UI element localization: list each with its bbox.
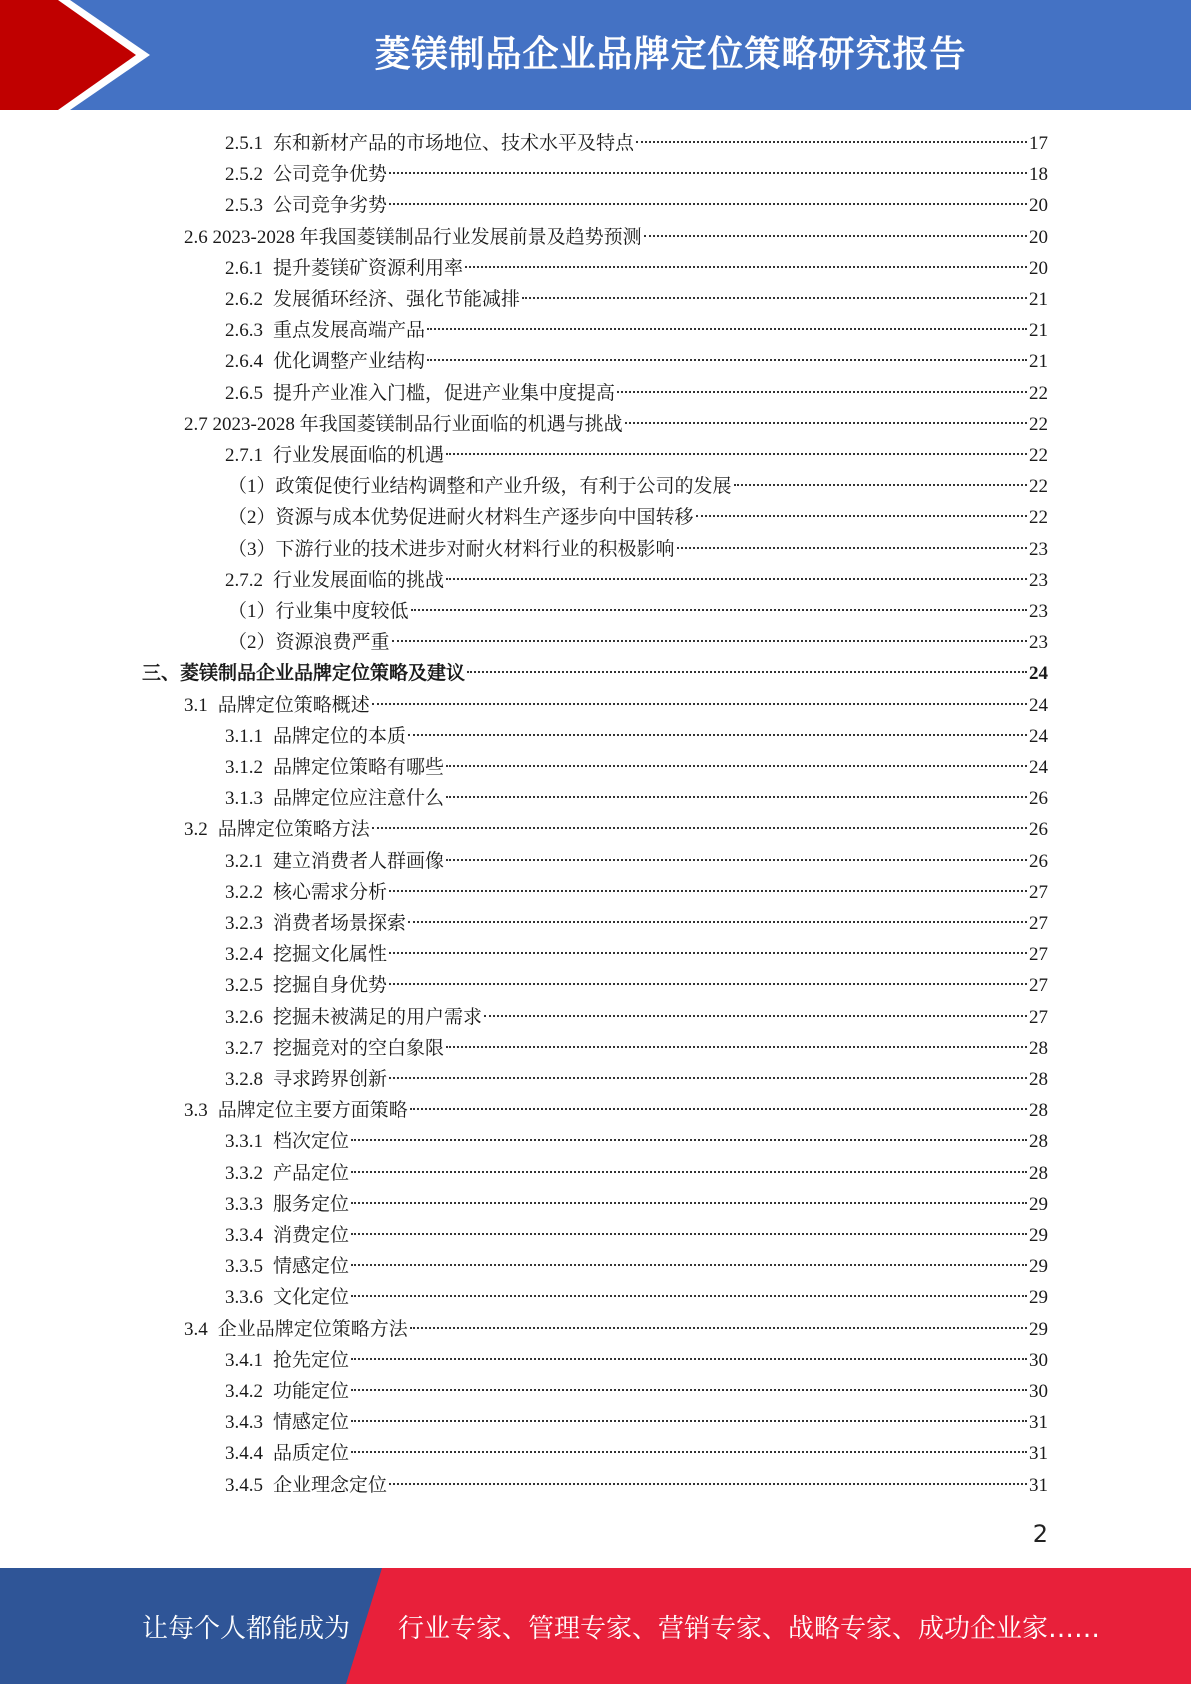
toc-entry-number: 3.2.8 <box>225 1069 263 1090</box>
toc-entry[interactable] <box>225 315 1048 346</box>
toc-entry-number: 2.5.1 <box>225 133 263 154</box>
toc-dot-leader <box>427 359 1027 361</box>
toc-entry[interactable] <box>184 409 1048 440</box>
toc-entry-title: 情感定位 <box>273 1412 350 1433</box>
toc-dot-leader <box>625 422 1027 424</box>
toc-entry-title: 消费者场景探索 <box>273 913 407 934</box>
toc-entry-page: 22 <box>1029 383 1048 404</box>
toc-entry-number: 2.6.3 <box>225 320 263 341</box>
toc-entry-number: 3.2.4 <box>225 944 263 965</box>
toc-entry-number: 2.5.3 <box>225 195 263 216</box>
toc-dot-leader <box>465 266 1027 268</box>
toc-entry-page: 27 <box>1029 944 1048 965</box>
toc-entry-title: 企业理念定位 <box>273 1475 388 1496</box>
toc-entry-number: 3.3.1 <box>225 1131 263 1152</box>
toc-entry-page: 20 <box>1029 195 1048 216</box>
toc-entry-title: 品牌定位应注意什么 <box>273 788 445 809</box>
toc-entry-page: 28 <box>1029 1131 1048 1152</box>
toc-entry[interactable] <box>225 846 1048 877</box>
toc-entry[interactable] <box>225 721 1048 752</box>
toc-entry-page: 26 <box>1029 851 1048 872</box>
toc-entry-number: 3.3.3 <box>225 1194 263 1215</box>
toc-entry-number: 2.5.2 <box>225 164 263 185</box>
toc-entry-title: 2.7 2023-2028 年我国菱镁制品行业面临的机遇与挑战 <box>184 414 623 435</box>
toc-dot-leader <box>617 391 1027 393</box>
toc-entry-title: 公司竞争劣势 <box>273 195 388 216</box>
page-number: 2 <box>1032 1520 1048 1548</box>
toc-entry-number: 3.3.4 <box>225 1225 263 1246</box>
toc-dot-leader <box>351 1171 1027 1173</box>
toc-entry[interactable] <box>228 502 1048 533</box>
toc-entry[interactable] <box>184 222 1048 253</box>
toc-entry-page: 31 <box>1029 1475 1048 1496</box>
toc-entry-number: 2.6.1 <box>225 258 263 279</box>
toc-entry-number: 3.2.7 <box>225 1038 263 1059</box>
toc-dot-leader <box>410 1327 1027 1329</box>
toc-entry-number: 3.3.5 <box>225 1256 263 1277</box>
toc-entry[interactable] <box>225 1345 1048 1376</box>
toc-entry[interactable] <box>225 253 1048 284</box>
toc-entry-number: 3.4.4 <box>225 1443 263 1464</box>
toc-dot-leader <box>372 703 1027 705</box>
toc-entry-number: 3.2.2 <box>225 882 263 903</box>
toc-entry[interactable] <box>225 128 1048 159</box>
toc-dot-leader <box>351 1358 1027 1360</box>
toc-entry-number: 3.2.6 <box>225 1007 263 1028</box>
toc-entry-title: 品质定位 <box>273 1443 350 1464</box>
toc-entry-page: 27 <box>1029 975 1048 996</box>
toc-entry-title: 三、菱镁制品企业品牌定位策略及建议 <box>142 663 466 684</box>
toc-dot-leader <box>484 1015 1027 1017</box>
toc-entry-page: 30 <box>1029 1350 1048 1371</box>
toc-entry-title: 挖掘文化属性 <box>273 944 388 965</box>
toc-entry-number: 3.4 <box>184 1319 208 1340</box>
toc-entry-number: 3.3.2 <box>225 1163 263 1184</box>
toc-entry-page: 24 <box>1029 757 1048 778</box>
toc-entry-page: 29 <box>1029 1256 1048 1277</box>
toc-entry-number: 3.3.6 <box>225 1287 263 1308</box>
toc-entry-number: 3.3 <box>184 1100 208 1121</box>
toc-entry-title: 情感定位 <box>273 1256 350 1277</box>
toc-entry-number: 3.1.2 <box>225 757 263 778</box>
toc-entry-title: 发展循环经济、强化节能减排 <box>273 289 521 310</box>
toc-dot-leader <box>351 1233 1027 1235</box>
toc-entry-title: 品牌定位策略方法 <box>217 819 370 840</box>
footer-slogan-right: 行业专家、管理专家、营销专家、战略专家、成功企业家…… <box>398 1614 1101 1644</box>
toc-dot-leader <box>351 1451 1027 1453</box>
toc-entry-title: 优化调整产业结构 <box>273 351 426 372</box>
toc-entry-title: 品牌定位的本质 <box>273 726 407 747</box>
toc-entry-page: 23 <box>1029 570 1048 591</box>
toc-entry-title: （2）资源与成本优势促进耐火材料生产逐步向中国转移 <box>228 507 694 528</box>
toc-entry-title: 品牌定位策略有哪些 <box>273 757 445 778</box>
toc-entry[interactable] <box>225 1126 1048 1157</box>
toc-entry[interactable] <box>225 1220 1048 1251</box>
toc-entry-title: 公司竞争优势 <box>273 164 388 185</box>
toc-entry-number: 3.2 <box>184 819 208 840</box>
toc-dot-leader <box>446 796 1027 798</box>
toc-entry-title: 品牌定位主要方面策略 <box>217 1100 408 1121</box>
toc-entry-number: 3.2.5 <box>225 975 263 996</box>
toc-entry-title: 消费定位 <box>273 1225 350 1246</box>
toc-entry-page: 28 <box>1029 1038 1048 1059</box>
toc-entry[interactable] <box>225 939 1048 970</box>
toc-entry-number: 2.6.4 <box>225 351 263 372</box>
toc-dot-leader <box>467 671 1027 673</box>
toc-entry[interactable] <box>225 1376 1048 1407</box>
toc-entry[interactable] <box>228 534 1048 565</box>
toc-dot-leader <box>636 141 1027 143</box>
toc-entry-title: （3）下游行业的技术进步对耐火材料行业的积极影响 <box>228 539 675 560</box>
toc-entry-title: 挖掘未被满足的用户需求 <box>273 1007 483 1028</box>
page-footer <box>0 1568 1191 1684</box>
toc-entry-number: 3.1.1 <box>225 726 263 747</box>
footer-slogan-left: 让每个人都能成为 <box>142 1614 351 1644</box>
toc-entry-number: 3.4.5 <box>225 1475 263 1496</box>
toc-entry-page: 26 <box>1029 819 1048 840</box>
toc-entry-page: 21 <box>1029 289 1048 310</box>
toc-entry-number: 2.6.2 <box>225 289 263 310</box>
toc-entry-title: 文化定位 <box>273 1287 350 1308</box>
toc-entry[interactable] <box>225 1189 1048 1220</box>
toc-dot-leader <box>389 172 1027 174</box>
toc-entry-title: （2）资源浪费严重 <box>228 632 390 653</box>
toc-dot-leader <box>389 890 1027 892</box>
toc-entry-number: 2.6.5 <box>225 383 263 404</box>
toc-entry-page: 24 <box>1029 695 1048 716</box>
toc-dot-leader <box>389 1483 1027 1485</box>
toc-entry-title: 寻求跨界创新 <box>273 1069 388 1090</box>
toc-entry-title: 企业品牌定位策略方法 <box>217 1319 408 1340</box>
toc-entry-title: 功能定位 <box>273 1381 350 1402</box>
toc-entry-title: （1）行业集中度较低 <box>228 601 409 622</box>
toc-entry-title: （1）政策促使行业结构调整和产业升级，有利于公司的发展 <box>228 476 732 497</box>
toc-entry[interactable] <box>225 970 1048 1001</box>
toc-entry-title: 2.6 2023-2028 年我国菱镁制品行业发展前景及趋势预测 <box>184 227 642 248</box>
toc-entry-number: 3.2.3 <box>225 913 263 934</box>
toc-dot-leader <box>392 640 1027 642</box>
toc-dot-leader <box>351 1295 1027 1297</box>
toc-dot-leader <box>351 1420 1027 1422</box>
report-title: 菱镁制品企业品牌定位策略研究报告 <box>374 34 967 75</box>
toc-entry-page: 29 <box>1029 1225 1048 1246</box>
toc-entry[interactable] <box>225 1438 1048 1469</box>
toc-entry[interactable] <box>225 565 1048 596</box>
toc-entry-page: 24 <box>1029 726 1048 747</box>
toc-entry[interactable] <box>225 1407 1048 1438</box>
toc-entry[interactable] <box>225 1158 1048 1189</box>
toc-dot-leader <box>411 609 1027 611</box>
toc-entry-number: 2.7.2 <box>225 570 263 591</box>
toc-entry-title: 抢先定位 <box>273 1350 350 1371</box>
toc-entry[interactable] <box>228 627 1048 658</box>
toc-entry[interactable] <box>225 1002 1048 1033</box>
toc-entry-title: 挖掘竞对的空白象限 <box>273 1038 445 1059</box>
toc-dot-leader <box>389 203 1027 205</box>
toc-dot-leader <box>389 1077 1027 1079</box>
toc-entry-page: 27 <box>1029 913 1048 934</box>
toc-dot-leader <box>351 1264 1027 1266</box>
toc-dot-leader <box>446 859 1027 861</box>
toc-entry-page: 23 <box>1029 539 1048 560</box>
toc-dot-leader <box>446 578 1027 580</box>
toc-dot-leader <box>696 515 1027 517</box>
toc-entry[interactable] <box>184 690 1048 721</box>
toc-entry-title: 服务定位 <box>273 1194 350 1215</box>
toc-entry[interactable] <box>225 783 1048 814</box>
toc-dot-leader <box>351 1389 1027 1391</box>
toc-entry-number: 3.4.1 <box>225 1350 263 1371</box>
toc-entry-page: 26 <box>1029 788 1048 809</box>
toc-entry-page: 22 <box>1029 507 1048 528</box>
toc-entry[interactable] <box>225 378 1048 409</box>
toc-dot-leader <box>446 1046 1027 1048</box>
toc-entry-title: 品牌定位策略概述 <box>217 695 370 716</box>
toc-entry-page: 30 <box>1029 1381 1048 1402</box>
toc-entry-title: 重点发展高端产品 <box>273 320 426 341</box>
toc-entry-number: 3.1.3 <box>225 788 263 809</box>
toc-entry-title: 挖掘自身优势 <box>273 975 388 996</box>
toc-entry[interactable] <box>225 752 1048 783</box>
toc-entry-page: 29 <box>1029 1194 1048 1215</box>
toc-entry-page: 31 <box>1029 1443 1048 1464</box>
toc-entry-page: 29 <box>1029 1319 1048 1340</box>
toc-entry[interactable] <box>225 1470 1048 1501</box>
toc-entry-page: 27 <box>1029 882 1048 903</box>
toc-entry[interactable] <box>228 471 1048 502</box>
toc-entry-page: 20 <box>1029 227 1048 248</box>
toc-dot-leader <box>372 827 1027 829</box>
toc-dot-leader <box>410 1108 1027 1110</box>
toc-entry[interactable] <box>225 190 1048 221</box>
page-header <box>0 0 1191 110</box>
toc-entry-page: 21 <box>1029 351 1048 372</box>
toc-dot-leader <box>677 547 1027 549</box>
toc-entry[interactable] <box>225 159 1048 190</box>
toc-entry-page: 22 <box>1029 476 1048 497</box>
toc-entry-title: 建立消费者人群画像 <box>273 851 445 872</box>
toc-entry-number: 3.2.1 <box>225 851 263 872</box>
toc-entry-number: 3.1 <box>184 695 208 716</box>
toc-entry[interactable] <box>225 877 1048 908</box>
toc-entry[interactable] <box>225 1064 1048 1095</box>
toc-dot-leader <box>351 1202 1027 1204</box>
toc-dot-leader <box>734 484 1027 486</box>
toc-entry[interactable] <box>225 284 1048 315</box>
toc-dot-leader <box>389 952 1027 954</box>
toc-entry-title: 东和新材产品的市场地位、技术水平及特点 <box>273 133 635 154</box>
toc-entry-page: 21 <box>1029 320 1048 341</box>
toc-dot-leader <box>389 983 1027 985</box>
toc-entry-title: 提升产业准入门槛，促进产业集中度提高 <box>273 383 616 404</box>
toc-entry[interactable] <box>228 596 1048 627</box>
toc-entry-page: 24 <box>1029 663 1048 684</box>
toc-dot-leader <box>408 921 1027 923</box>
toc-entry-page: 31 <box>1029 1412 1048 1433</box>
toc-entry-title: 行业发展面临的机遇 <box>273 445 445 466</box>
toc-entry[interactable] <box>142 658 1048 689</box>
toc-entry[interactable] <box>225 1033 1048 1064</box>
toc-entry[interactable] <box>225 346 1048 377</box>
toc-entry[interactable] <box>184 814 1048 845</box>
toc-entry[interactable] <box>225 908 1048 939</box>
toc-entry-page: 28 <box>1029 1069 1048 1090</box>
toc-entry-number: 2.7.1 <box>225 445 263 466</box>
toc-entry-page: 28 <box>1029 1163 1048 1184</box>
toc-entry-title: 提升菱镁矿资源利用率 <box>273 258 464 279</box>
toc-entry-title: 核心需求分析 <box>273 882 388 903</box>
toc-dot-leader <box>446 765 1027 767</box>
toc-entry[interactable] <box>225 440 1048 471</box>
toc-dot-leader <box>351 1139 1027 1141</box>
toc-entry-page: 20 <box>1029 258 1048 279</box>
toc-dot-leader <box>644 235 1027 237</box>
toc-entry-title: 行业发展面临的挑战 <box>273 570 445 591</box>
toc-entry-number: 3.4.3 <box>225 1412 263 1433</box>
toc-entry-number: 3.4.2 <box>225 1381 263 1402</box>
toc-entry-page: 23 <box>1029 632 1048 653</box>
toc-entry-page: 17 <box>1029 133 1048 154</box>
toc-entry-page: 29 <box>1029 1287 1048 1308</box>
toc-entry[interactable] <box>184 1314 1048 1345</box>
toc-dot-leader <box>522 297 1027 299</box>
toc-entry-page: 18 <box>1029 164 1048 185</box>
toc-entry-page: 28 <box>1029 1100 1048 1121</box>
toc-entry-page: 23 <box>1029 601 1048 622</box>
toc-entry-page: 27 <box>1029 1007 1048 1028</box>
toc-entry[interactable] <box>184 1095 1048 1126</box>
toc-dot-leader <box>427 328 1027 330</box>
toc-entry[interactable] <box>225 1282 1048 1313</box>
toc-entry-title: 档次定位 <box>273 1131 350 1152</box>
toc-entry-page: 22 <box>1029 414 1048 435</box>
toc-entry[interactable] <box>225 1251 1048 1282</box>
toc-entry-page: 22 <box>1029 445 1048 466</box>
toc-entry-title: 产品定位 <box>273 1163 350 1184</box>
toc-dot-leader <box>408 734 1027 736</box>
toc-dot-leader <box>446 453 1027 455</box>
